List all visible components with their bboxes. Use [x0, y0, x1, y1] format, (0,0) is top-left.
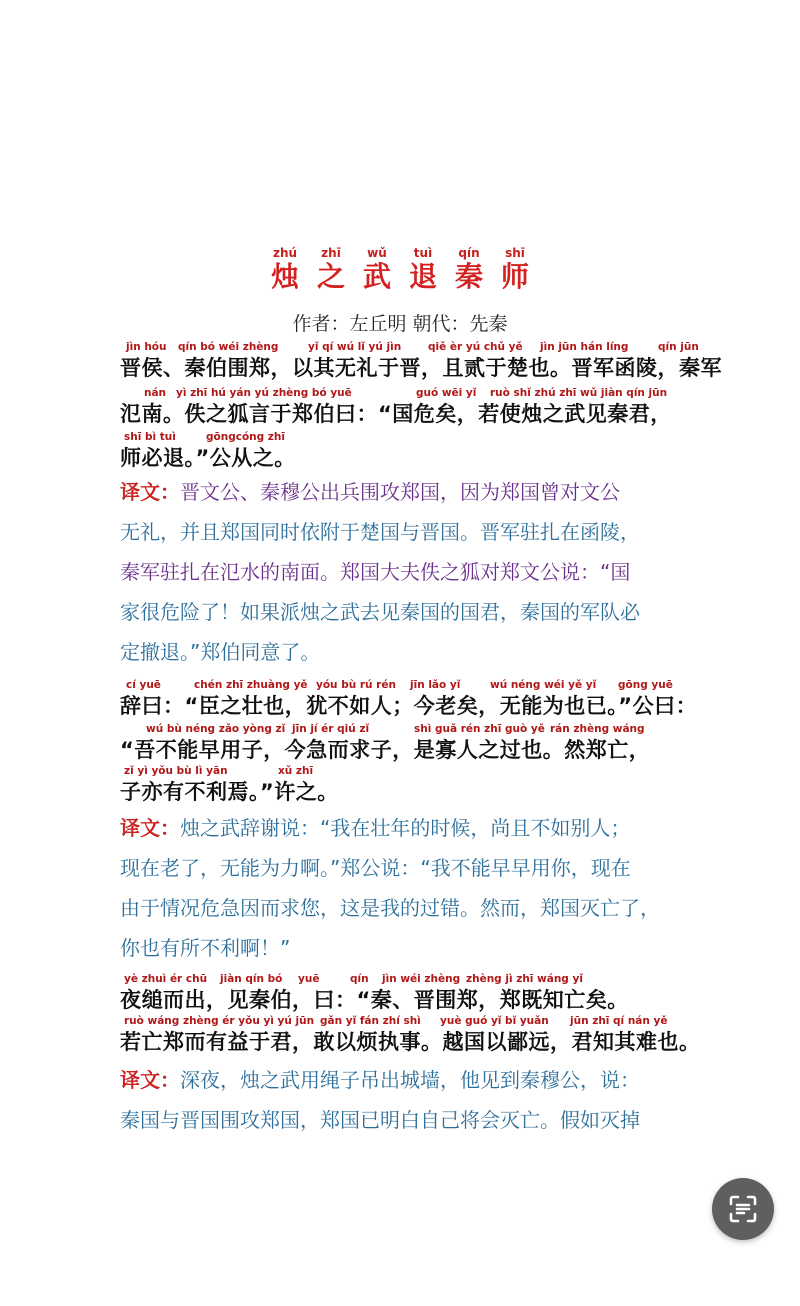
- title-pinyin: zhú: [272, 246, 298, 260]
- pinyin: jīn lǎo yǐ: [410, 679, 461, 691]
- translation-line: [120, 1060, 690, 1100]
- pinyin: chén zhī zhuàng yě: [194, 679, 308, 691]
- title-pinyin: wǔ: [367, 246, 387, 260]
- original-text: “吾不能早用子，今急而求子，是寡人之过也。然郑亡，: [120, 738, 651, 762]
- original-text: 若亡郑而有益于君，敢以烦执事。越国以鄙远，君知其难也。: [120, 1030, 701, 1054]
- original-text: 辞曰：“臣之壮也，犹不如人；今老矣，无能为也已。”公曰：: [120, 694, 698, 718]
- original-text: 夜缒而出，见秦伯，曰：“秦、晋围郑，郑既知亡矣。: [120, 988, 629, 1012]
- title-hanzi: 武: [362, 260, 391, 293]
- title-pinyin: tuì: [413, 246, 433, 260]
- pinyin-row: [120, 764, 690, 778]
- original-line-1: [120, 340, 722, 382]
- translation-line: 你也有所不利啊！”: [120, 936, 291, 960]
- pinyin: qín: [350, 973, 369, 985]
- pinyin: ruò wáng zhèng ér yǒu yì yú jūn: [124, 1015, 315, 1027]
- pinyin: gǎn yǐ fán zhí shì: [320, 1015, 421, 1027]
- pinyin: ruò shǐ zhú zhī wǔ jiàn qín jūn: [490, 387, 668, 399]
- original-line-2: [120, 386, 690, 428]
- pinyin: zǐ yì yǒu bù lì yān: [124, 765, 228, 777]
- pinyin: wú bù néng zǎo yòng zǐ: [146, 723, 286, 735]
- pinyin: qín jūn: [658, 341, 699, 353]
- original-line-8: [120, 1014, 701, 1056]
- pinyin: rán zhèng wáng: [550, 723, 645, 735]
- translation-line: 秦国与晋国围攻郑国，郑国已明白自己将会灭亡。假如灭掉: [120, 1108, 640, 1132]
- original-text: 师必退。”公从之。: [120, 446, 296, 470]
- title-char: [354, 246, 400, 294]
- original-text: 氾南。佚之狐言于郑伯曰：“国危矣，若使烛之武见秦君，: [120, 402, 672, 426]
- title-char: [492, 246, 538, 294]
- original-line-3: [120, 430, 690, 472]
- translation-line: 无礼，并且郑国同时依附于楚国与晋国。晋军驻扎在函陵，: [120, 520, 640, 544]
- pinyin: xǔ zhī: [278, 765, 314, 777]
- translation-label: 译文：: [120, 480, 180, 504]
- translation-line: [120, 472, 690, 512]
- pinyin-row: [120, 678, 690, 692]
- translation-label: 译文：: [120, 816, 180, 840]
- poem-title: [0, 246, 800, 294]
- translation-2: [120, 808, 690, 968]
- translation-line: 由于情况危急因而求您，这是我的过错。然而，郑国灭亡了，: [120, 896, 660, 920]
- pinyin: cí yuē: [126, 679, 161, 691]
- original-line-5: [120, 722, 690, 764]
- title-hanzi: 烛: [270, 260, 299, 293]
- translation-line: 家很危险了！如果派烛之武去见秦国的国君，秦国的军队必: [120, 600, 640, 624]
- translation-line: [120, 808, 690, 848]
- original-line-4: [120, 678, 698, 720]
- pinyin-row: [120, 430, 690, 444]
- translation-text: 深夜，烛之武用绳子吊出城墙，他见到秦穆公，说：: [180, 1068, 640, 1092]
- pinyin: wú néng wéi yě yǐ: [490, 679, 597, 691]
- pinyin: yuè guó yǐ bǐ yuǎn: [440, 1015, 549, 1027]
- title-pinyin: zhī: [321, 246, 341, 260]
- translation-line: 定撤退。”郑伯同意了。: [120, 640, 321, 664]
- title-hanzi: 退: [408, 260, 437, 293]
- pinyin: yuē: [298, 973, 320, 985]
- title-hanzi: 秦: [454, 260, 483, 293]
- title-hanzi: 师: [500, 260, 529, 293]
- pinyin: qín bó wéi zhèng: [178, 341, 279, 353]
- pinyin: jūn zhī qí nán yě: [570, 1015, 668, 1027]
- pinyin-row: [120, 386, 690, 400]
- translation-3: [120, 1060, 690, 1140]
- pinyin: nán: [144, 387, 167, 399]
- pinyin: jīn jí ér qiú zǐ: [292, 723, 370, 735]
- pinyin: jiàn qín bó: [220, 973, 283, 985]
- pinyin: jìn hóu: [126, 341, 167, 353]
- pinyin-row: [120, 340, 699, 354]
- title-char: [262, 246, 308, 294]
- pinyin: yóu bù rú rén: [316, 679, 396, 691]
- pinyin: yè zhuì ér chū: [124, 973, 208, 985]
- pinyin: yǐ qí wú lǐ yú jìn: [308, 341, 402, 353]
- pinyin: qiě èr yú chǔ yě: [428, 341, 523, 353]
- pinyin: shī bì tuì: [124, 431, 176, 443]
- author-dynasty: 作者：左丘明 朝代：先秦: [292, 313, 508, 335]
- pinyin-row: [120, 1014, 690, 1028]
- title-pinyin: shī: [505, 246, 525, 260]
- pinyin: guó wēi yǐ: [416, 387, 477, 399]
- title-char: [308, 246, 354, 294]
- pinyin: jìn jūn hán líng: [540, 341, 629, 353]
- original-line-6: [120, 764, 690, 806]
- translation-label: 译文：: [120, 1068, 180, 1092]
- pinyin: yì zhī hú yán yú zhèng bó yuē: [176, 387, 352, 399]
- title-char: [446, 246, 492, 294]
- title-pinyin: qín: [458, 246, 480, 260]
- translation-text: 晋文公、秦穆公出兵围攻郑国，因为郑国曾对文公: [180, 480, 620, 504]
- translation-line: 现在老了，无能为力啊。”郑公说：“我不能早早用你，现在: [120, 856, 631, 880]
- pinyin-row: [120, 972, 690, 986]
- title-char: [400, 246, 446, 294]
- title-hanzi: 之: [316, 260, 345, 293]
- translation-1: [120, 472, 690, 672]
- pinyin: gōngcóng zhī: [206, 431, 285, 443]
- pinyin-row: [120, 722, 690, 736]
- title-row: [262, 246, 538, 294]
- scan-text-button[interactable]: [712, 1178, 774, 1240]
- translation-line: 秦军驻扎在氾水的南面。郑国大夫佚之狐对郑文公说：“国: [120, 560, 631, 584]
- original-text: 子亦有不利焉。”许之。: [120, 780, 339, 804]
- translation-text: 烛之武辞谢说：“我在壮年的时候，尚且不如别人；: [180, 816, 631, 840]
- original-text: 晋侯、秦伯围郑，以其无礼于晋，且贰于楚也。晋军函陵，秦军: [120, 356, 722, 380]
- original-line-7: [120, 972, 690, 1014]
- scan-text-icon: [712, 1178, 774, 1240]
- pinyin: gōng yuē: [618, 679, 673, 691]
- pinyin: shì guǎ rén zhī guò yě: [414, 723, 545, 735]
- pinyin: zhèng jì zhī wáng yǐ: [466, 973, 583, 985]
- pinyin: jìn wéi zhèng: [382, 973, 461, 985]
